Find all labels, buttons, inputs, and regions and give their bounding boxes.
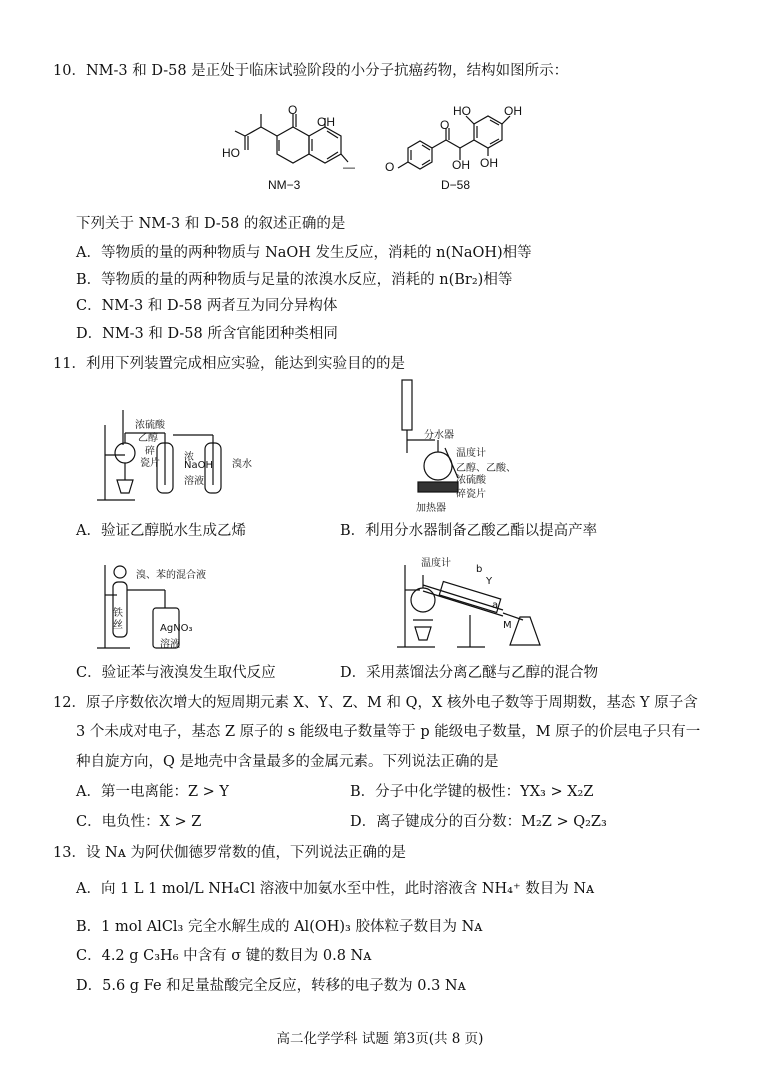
fig-b-label-chips: 碎瓷片 [456,489,486,500]
fig-c-label-agno3: AgNO₃ [160,623,193,634]
q11-option-b: B．利用分水器制备乙酸乙酯以提高产率 [340,523,598,539]
d58-oh-side: OH [452,158,470,172]
q11-figure-d [395,555,545,655]
fig-d-label-a: a [492,600,499,611]
q10-option-b: B．等物质的量的两种物质与足量的浓溴水反应，消耗的 n(Br₂)相等 [76,272,513,288]
fig-a-label-chip2: 瓷片 [140,458,160,469]
q12-option-a: A．第一电离能：Z > Y [76,784,229,800]
fig-b-label-heater: 加热器 [416,503,446,514]
d58-oh-top: OH [504,104,522,118]
fig-a-label-acid: 浓硫酸 [135,420,165,431]
q12-option-d: D．离子键成分的百分数：M₂Z > Q₂Z₃ [350,814,607,830]
q13-option-a: A．向 1 L 1 mol/L NH₄Cl 溶液中加氨水至中性，此时溶液含 NH₄⁺ 数目为 Nᴀ [76,881,595,897]
fig-b-label-thermometer: 温度计 [456,448,486,459]
d58-ho-label: HO [453,104,471,118]
fig-b-label-separator: 分水器 [424,430,454,441]
q10-option-a: A．等物质的量的两种物质与 NaOH 发生反应，消耗的 n(NaOH)相等 [76,245,532,261]
d58-name: D−58 [441,178,471,192]
nm3-carbonyl-o: O [288,103,298,117]
q12-option-c: C．电负性：X > Z [76,814,202,830]
fig-b-label-reactants: 乙醇、乙酸、 [456,463,516,474]
q12-option-b: B．分子中化学键的极性：YX₃ > X₂Z [350,784,594,800]
fig-c-label-mixture: 溴、苯的混合液 [136,570,206,581]
q12-line3: 种自旋方向，Q 是地壳中含量最多的金属元素。下列说法正确的是 [76,754,499,770]
q13-option-c: C．4.2 g C₃H₆ 中含有 σ 键的数目为 0.8 Nᴀ [76,948,372,964]
fig-a-label-naoh: NaOH [184,460,213,471]
fig-a-label-solution: 溶液 [184,476,204,487]
fig-c-label-solution: 溶液 [160,639,180,650]
q12-line2: 3 个未成对电子，基态 Z 原子的 s 能级电子数量等于 p 能级电子数量，M 原子的价层电子只有一 [76,724,701,740]
nm3-oh-label: OH [317,115,335,129]
nm3-ho-label: HO [222,146,240,160]
d58-oh-bottom: OH [480,156,498,170]
fig-b-label-acid: 浓硫酸 [456,475,486,486]
q13-stem: 13．设 Nᴀ 为阿伏伽德罗常数的值，下列说法正确的是 [53,845,407,861]
fig-d-label-m: M [503,620,512,631]
q11-stem: 11．利用下列装置完成相应实验，能达到实验目的的是 [53,356,405,372]
q13-option-d: D．5.6 g Fe 和足量盐酸完全反应，转移的电子数为 0.3 Nᴀ [76,978,466,994]
fig-d-label-thermometer: 温度计 [421,558,451,569]
q12-line1: 12．原子序数依次增大的短周期元素 X、Y、Z、M 和 Q，X 核外电子数等于周期数，基态 Y 原子含 [53,695,698,711]
q13-option-b: B．1 mol AlCl₃ 完全水解生成的 Al(OH)₃ 胶体粒子数目为 Nᴀ [76,919,483,935]
d58-carbonyl-o: O [440,118,450,132]
q11-option-c: C．验证苯与液溴发生取代反应 [76,665,276,681]
d58-methoxy-o: O [385,160,395,174]
fig-c-label-iron1: 铁 [113,608,123,619]
fig-a-label-bromine: 溴水 [232,459,252,470]
q10-stem: 10．NM-3 和 D-58 是正处于临床试验阶段的小分子抗癌药物，结构如图所示： [53,63,569,79]
fig-c-label-iron2: 丝 [113,620,123,631]
fig-a-label-chip1: 碎 [145,446,155,457]
fig-d-label-b: b [476,564,483,575]
page-footer: 高二化学学科 试题 第3页(共 8 页) [276,1031,484,1047]
fig-d-label-y: Y [486,576,493,587]
fig-a-label-conc: 浓 [184,452,194,463]
nm3-ome-o: — [343,160,355,174]
q10-option-c: C．NM-3 和 D-58 两者互为同分异构体 [76,298,338,314]
nm3-name: NM−3 [268,178,301,192]
q11-option-a: A．验证乙醇脱水生成乙烯 [76,523,246,539]
q10-question: 下列关于 NM-3 和 D-58 的叙述正确的是 [76,216,346,232]
q10-option-d: D．NM-3 和 D-58 所含官能团种类相同 [76,326,338,342]
fig-a-label-ethanol: 乙醇 [138,433,158,444]
q11-option-d: D．采用蒸馏法分离乙醚与乙醇的混合物 [340,665,599,681]
